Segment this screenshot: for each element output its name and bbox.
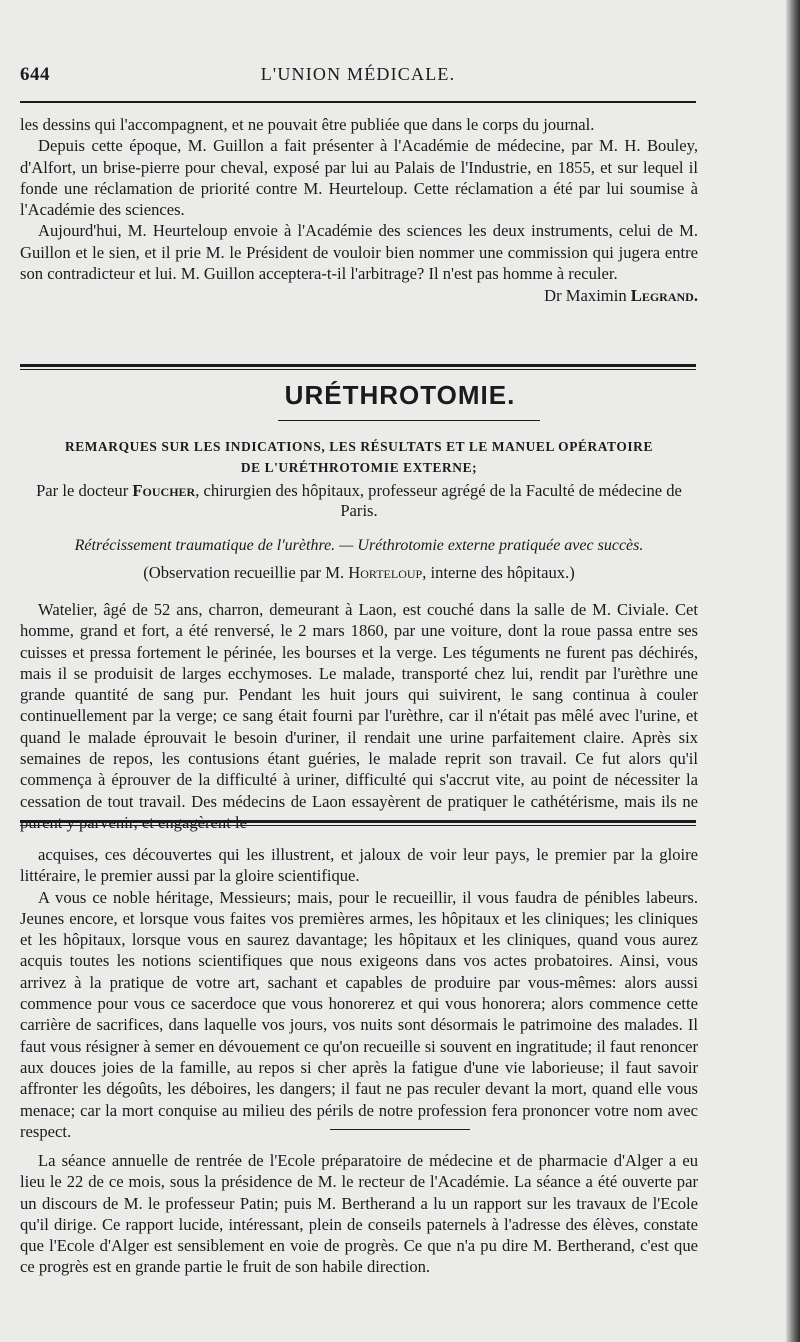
page-number: 644 — [20, 64, 50, 85]
observation-note — [20, 563, 698, 583]
article-author — [20, 481, 698, 521]
paragraph: les dessins qui l'accompagnent, et ne pouvait être publiée que dans le corps du journal. — [20, 115, 595, 134]
paragraph: Aujourd'hui, M. Heurteloup envoie à l'Académie des sciences les deux instruments, celui de M. Guillon et le sien, et il prie M. le Président de vouloir bien nommer une commission qui jugera entre son contradicteur et lui. M. Guillon acceptera-t-il l'arbitrage? Il n'est pas homme à reculer. — [20, 221, 698, 284]
article-title: URÉTHROTOMIE. — [284, 380, 516, 410]
short-rule — [330, 1129, 470, 1130]
subtitle-line: DE L'URÉTHROTOMIE EXTERNE; — [240, 460, 478, 475]
signature — [20, 286, 698, 306]
paragraph: Depuis cette époque, M. Guillon a fait présenter à l'Académie de médecine, par M. H. Bouley, d'Alfort, un brise-pierre pour cheval, exposé par lui au Palais de l'Industrie, en 1855, et sur lequel il fonde une réclamation de priorité contre M. Heurteloup. Cette réclamation a été par lui soumise à l'Académie des sciences. — [20, 136, 698, 220]
subtitle-line: REMARQUES SUR LES INDICATIONS, LES RÉSULTATS ET LE MANUEL OPÉRATOIRE — [65, 439, 653, 454]
author-prefix: Par le docteur — [36, 481, 133, 500]
observation-title: Rétrécissement traumatique de l'urèthre. — Uréthrotomie externe pratiquée avec succès. — [74, 537, 644, 554]
section-discourse — [20, 844, 698, 1142]
page-binding-edge — [786, 0, 800, 1342]
section-alger — [20, 1150, 698, 1278]
journal-title: L'UNION MÉDICALE. — [260, 64, 456, 84]
note-suffix: , interne des hôpitaux.) — [422, 563, 575, 582]
paragraph: A vous ce noble héritage, Messieurs; mais, pour le recueillir, il vous faudra de pénibles labeurs. Jeunes encore, et lorsque vous faites vos premières armes, les hôpitaux et les cliniques; les cliniques et les hôpitaux, lorsque vous en saurez davantage; les hôpitaux et les cliniques, quand vous aurez acquis toutes les notions scientifiques que nous exigeons dans vos actes probatoires. Ainsi, vous arrivez à la pratique de votre art, sachant et capables de produire par vous-mêmes: alors aussi commence pour vous ce sacerdoce que vous honorerez et qui vous honorera; alors commence cette carrière de sacrifices, dans laquelle vos jours, vos nuits sont désormais le patrimoine des malades. Il faut vous résigner à semer en dévouement ce qu'on recueille si souvent en ingratitude; il faut renoncer aux douces joies de la famille, au repos si cher après la fatigue d'une vie laborieuse; il faut savoir affronter les dégoûts, les déboires, les dangers; il faut ne pas reculer devant la mort, quand elle vous menace; car la mort conquise au milieu des périls de notre profession fera prononcer votre nom avec respect. — [20, 887, 698, 1141]
signature-name: Legrand. — [630, 286, 698, 306]
paragraph: La séance annuelle de rentrée de l'Ecole préparatoire de médecine et de pharmacie d'Alger a eu lieu le 22 de ce mois, sous la présidence de M. le recteur de l'Académie. La séance a été ouverte par un discours de M. le professeur Patin; puis M. Bertherand a lu un rapport sur les travaux de l'Ecole qu'il dirige. Ce rapport lucide, intéressant, plein de conseils paternels à l'adresse des élèves, constate que l'Ecole d'Alger est sensiblement en voie de progrès. Ce que n'a pu dire M. Bertherand, c'est que ce progrès est en grande partie le fruit de son habile direction. — [20, 1151, 698, 1277]
article-body — [20, 599, 698, 833]
header-rule — [20, 101, 696, 103]
paragraph: Watelier, âgé de 52 ans, charron, demeurant à Laon, est couché dans la salle de M. Civiale. Cet homme, grand et fort, a été renversé, le 2 mars 1860, par une voiture, dont la roue passa entre ses cuisses et pressa fortement le périnée, les bourses et la verge. Les téguments ne furent pas déchirés, mais il se produisit de larges ecchymoses. Le malade, transporté chez lui, rendit par l'urèthre une grande quantité de sang pur. Pendant les huit jours qui suivirent, le sang continua à couler continuellement par la verge; ce sang était fourni par l'urèthre, car il n'était pas mêlé avec l'urine, et quand le malade éprouvait le besoin d'uriner, il rendait une urine parfaitement claire. Après six semaines de repos, les contusions étant guéries, le malade reprit son travail. Ce fut alors qu'il commença à éprouver de la difficulté à uriner, difficulté qui s'accrut vite, au point de nécessiter la cessation de tout travail. Des médecins de Laon essayèrent de pratiquer le cathétérisme, mais ils ne — [20, 600, 698, 811]
section-divider — [20, 820, 696, 826]
author-suffix: , chirurgien des hôpitaux, professeur agrégé de la Faculté de médecine de Paris. — [195, 481, 682, 520]
author-name: Foucher — [132, 481, 196, 500]
signature-prefix: Dr Maximin — [544, 286, 631, 306]
page-header — [20, 64, 696, 90]
article-subtitle — [20, 436, 698, 478]
note-name: Horteloup — [348, 563, 423, 582]
paragraph: acquises, ces découvertes qui les illustrent, et jaloux de voir leur pays, le premier par la gloire littéraire, le premier aussi par la gloire scientifique. — [20, 845, 698, 886]
title-rule — [278, 420, 540, 421]
section-divider — [20, 364, 696, 370]
note-prefix: (Observation recueillie par M. — [143, 563, 349, 582]
section-heurteloup — [20, 114, 698, 306]
